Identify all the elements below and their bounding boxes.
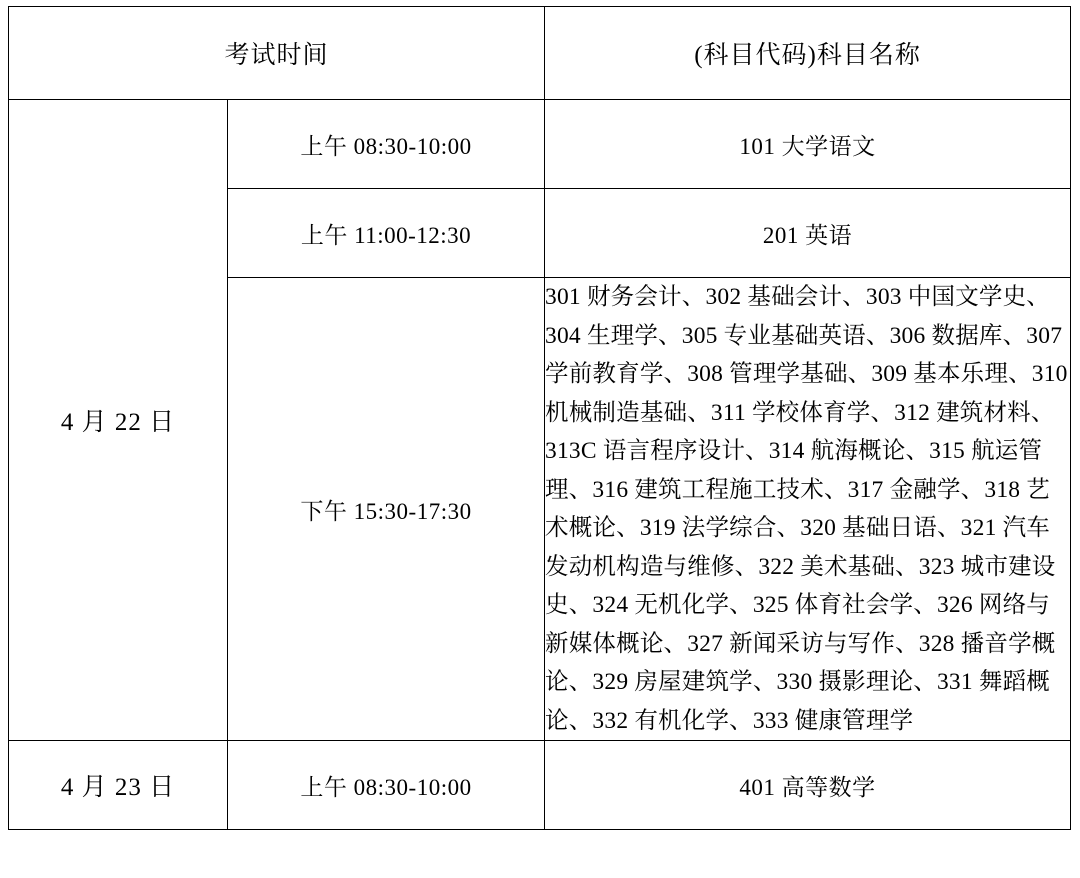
subject-cell-list: 301 财务会计、302 基础会计、303 中国文学史、304 生理学、305 专业基础英语、306 数据库、307 学前教育学、308 管理学基础、309 基本乐理、310 机械制造基础、311 学校体育学、312 建筑材料、313C 语言程序设计、314 航海概论、315 航运管理、316 建筑工程施工技术、317 金融学、318 艺术概论、319 法学综合、320 基础日语、321 汽车发动机构造与维修、322 美术基础、323 城市建设史、324 无机化学、325 体育社会学、326 网络与新媒体概论、327 新闻采访与写作、328 播音学概论、329 房屋建筑学、330 摄影理论、331 舞蹈概论、332 有机化学、333 健康管理学: [545, 278, 1071, 741]
subject-cell: 401 高等数学: [545, 741, 1071, 830]
table-header-row: [9, 7, 1071, 100]
header-exam-time: 考试时间: [9, 7, 545, 100]
table-row: [9, 100, 1071, 189]
date-cell-april-22: 4 月 22 日: [9, 100, 228, 741]
time-cell: 下午 15:30-17:30: [228, 278, 545, 741]
subject-cell: 201 英语: [545, 189, 1071, 278]
header-subject-name: (科目代码)科目名称: [545, 7, 1071, 100]
time-cell: 上午 08:30-10:00: [228, 741, 545, 830]
time-cell: 上午 11:00-12:30: [228, 189, 545, 278]
subject-cell: 101 大学语文: [545, 100, 1071, 189]
time-cell: 上午 08:30-10:00: [228, 100, 545, 189]
exam-schedule-table: [8, 6, 1071, 830]
date-cell-april-23: 4 月 23 日: [9, 741, 228, 830]
table-row: [9, 741, 1071, 830]
